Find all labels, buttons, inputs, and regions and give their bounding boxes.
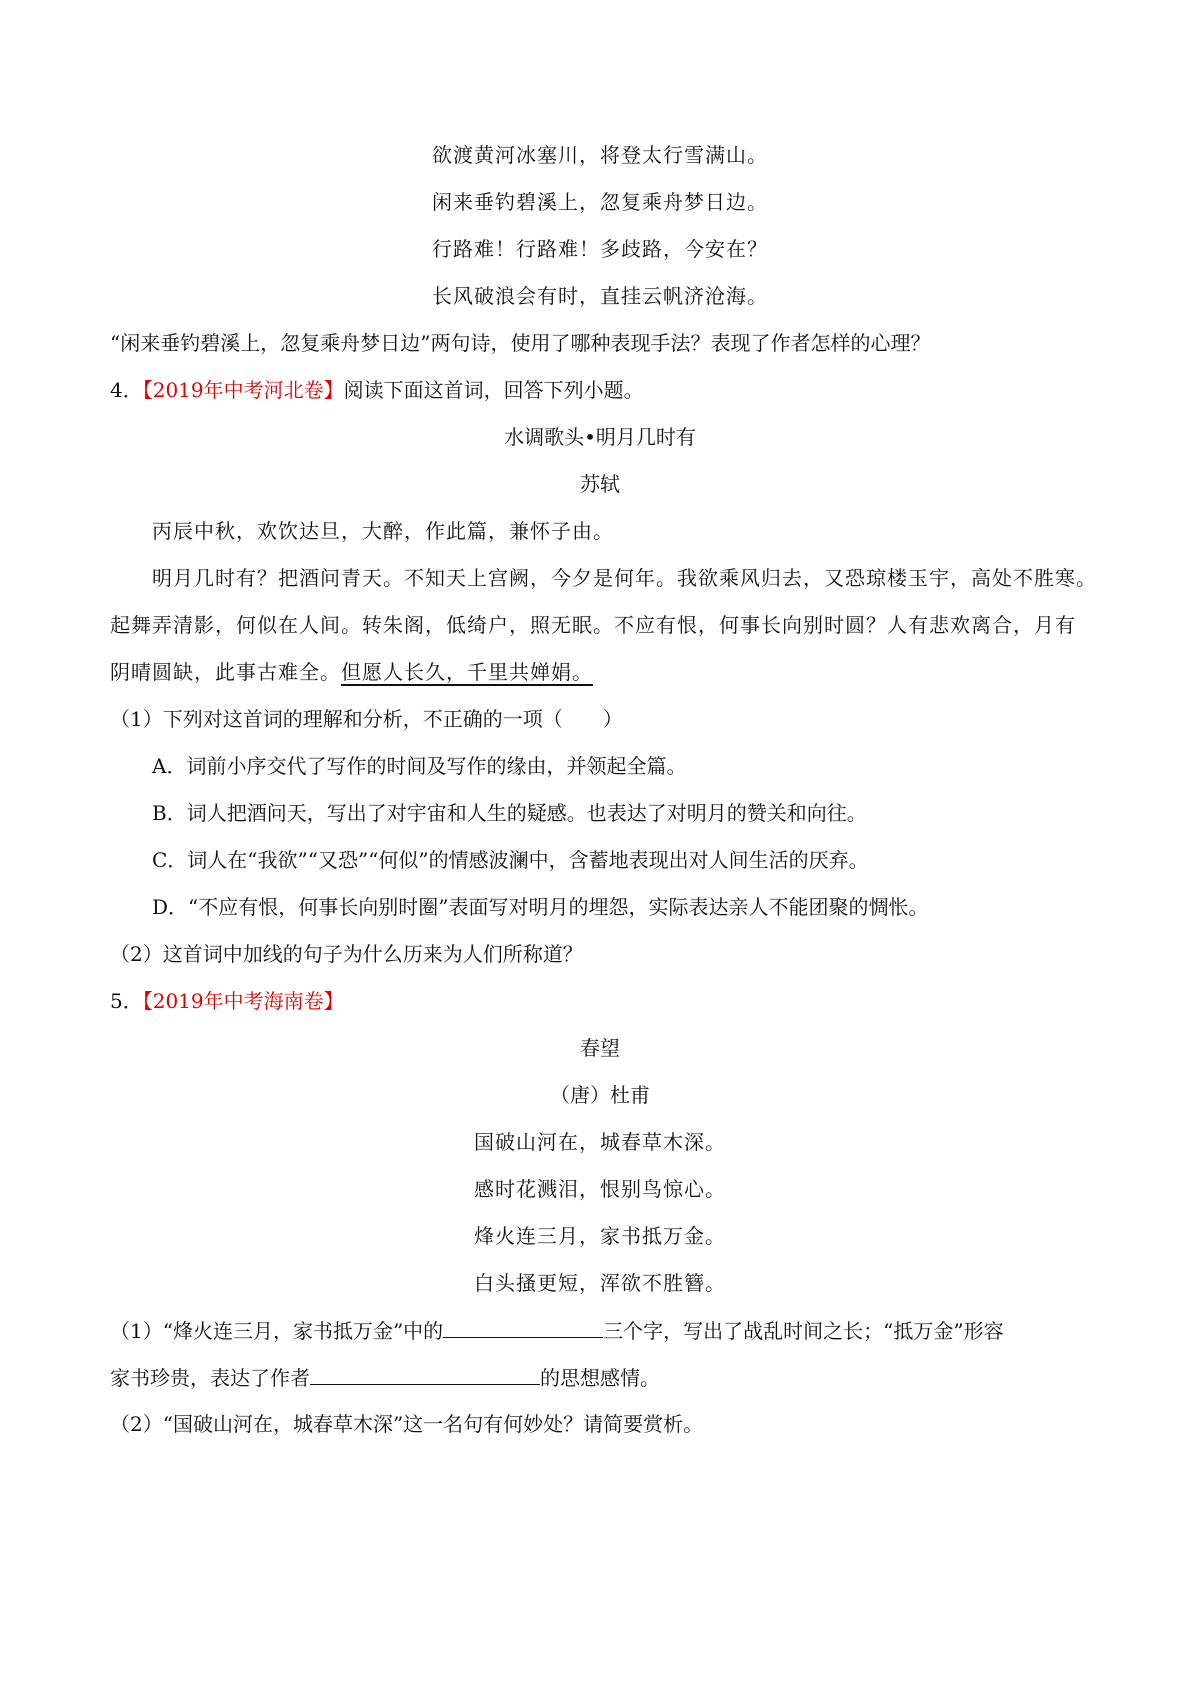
q5-header (110, 986, 344, 1016)
q5-source: 【2019年中考海南卷】 (142, 989, 344, 1013)
q4-number: 4． (110, 378, 143, 402)
q5-sub1-part-d: 的思想感情。 (540, 1366, 660, 1390)
q4-option-b: B．词人把酒问天，写出了对宇宙和人生的疑感。也表达了对明月的赞关和向往。 (152, 801, 867, 825)
q5-blank-2[interactable] (310, 1362, 540, 1385)
q5-title: 春望 (580, 1036, 620, 1060)
q5-line-2: 感时花溅泪，恨别鸟惊心。 (474, 1177, 726, 1201)
q5-number: 5． (110, 989, 143, 1013)
q4-sub-question-2: （2）这首词中加线的句子为什么历来为人们所称道？ (110, 942, 583, 966)
q4-body-line-2: 起舞弄清影，何似在人间。转朱阁，低绮户，照无眠。不应有恨，何事长向别时圆？人有悲欢离合，月有 (110, 613, 1076, 637)
q5-blank-1[interactable] (443, 1315, 603, 1338)
q5-line-3: 烽火连三月，家书抵万金。 (474, 1224, 726, 1248)
q5-author: （唐）杜甫 (550, 1083, 650, 1107)
poem1-line-3: 行路难！行路难！多歧路，今安在？ (432, 237, 768, 261)
q5-sub-question-2: （2）“国破山河在，城春草木深”这一名句有何妙处？请简要赏析。 (110, 1412, 704, 1436)
q4-author: 苏轼 (580, 472, 620, 496)
q4-source: 【2019年中考河北卷】 (142, 378, 344, 402)
q4-title: 水调歌头•明月几时有 (504, 425, 696, 449)
q4-option-d: D．“不应有恨，何事长向别时圈”表面写对明月的埋怨，实际表达亲人不能团聚的惆怅。 (152, 895, 929, 919)
q5-sub-question-1-line-1 (110, 1315, 1004, 1346)
q4-underlined-sentence: 但愿人长久，千里共婵娟。 (341, 660, 593, 684)
poem1-line-1: 欲渡黄河冰塞川，将登太行雪满山。 (432, 143, 768, 167)
q4-body-line-3-start: 阴晴圆缺，此事古难全。 (110, 660, 341, 684)
q4-preface: 丙辰中秋，欢饮达旦，大醉，作此篇，兼怀子由。 (152, 519, 614, 543)
q5-sub1-part-b: 三个字，写出了战乱时间之长；“抵万金”形容 (603, 1319, 1004, 1343)
q4-option-c: C．词人在“我欲”“又恐”“何似”的情感波澜中，含蓄地表现出对人间生活的厌弃。 (152, 848, 869, 872)
q5-sub1-part-c: 家书珍贵，表达了作者 (110, 1366, 310, 1390)
q5-sub1-part-a: （1）“烽火连三月，家书抵万金”中的 (110, 1319, 444, 1343)
q4-body-line-1: 明月几时有？把酒问青天。不知天上宫阙，今夕是何年。我欲乘风归去，又恐琼楼玉宇，高处不胜寒。 (152, 566, 1097, 590)
poem1-line-2: 闲来垂钓碧溪上，忽复乘舟梦日边。 (432, 190, 768, 214)
q4-header (110, 375, 644, 405)
q4-body-line-3 (110, 657, 593, 687)
poem1-line-4: 长风破浪会有时，直挂云帆济沧海。 (432, 284, 768, 308)
q4-option-a: A．词前小序交代了写作的时间及写作的缘由，并领起全篇。 (152, 754, 687, 778)
q4-instruction: 阅读下面这首词，回答下列小题。 (343, 378, 644, 402)
q5-line-1: 国破山河在，城春草木深。 (474, 1130, 726, 1154)
q5-line-4: 白头搔更短，浑欲不胜簪。 (474, 1271, 726, 1295)
q4-sub-question-1: （1）下列对这首词的理解和分析，不正确的一项（ ） (110, 707, 623, 731)
poem1-question: “闲来垂钓碧溪上，忽复乘舟梦日边”两句诗，使用了哪种表现手法？表现了作者怎样的心理？ (110, 331, 931, 355)
q5-sub-question-1-line-2 (110, 1362, 660, 1393)
